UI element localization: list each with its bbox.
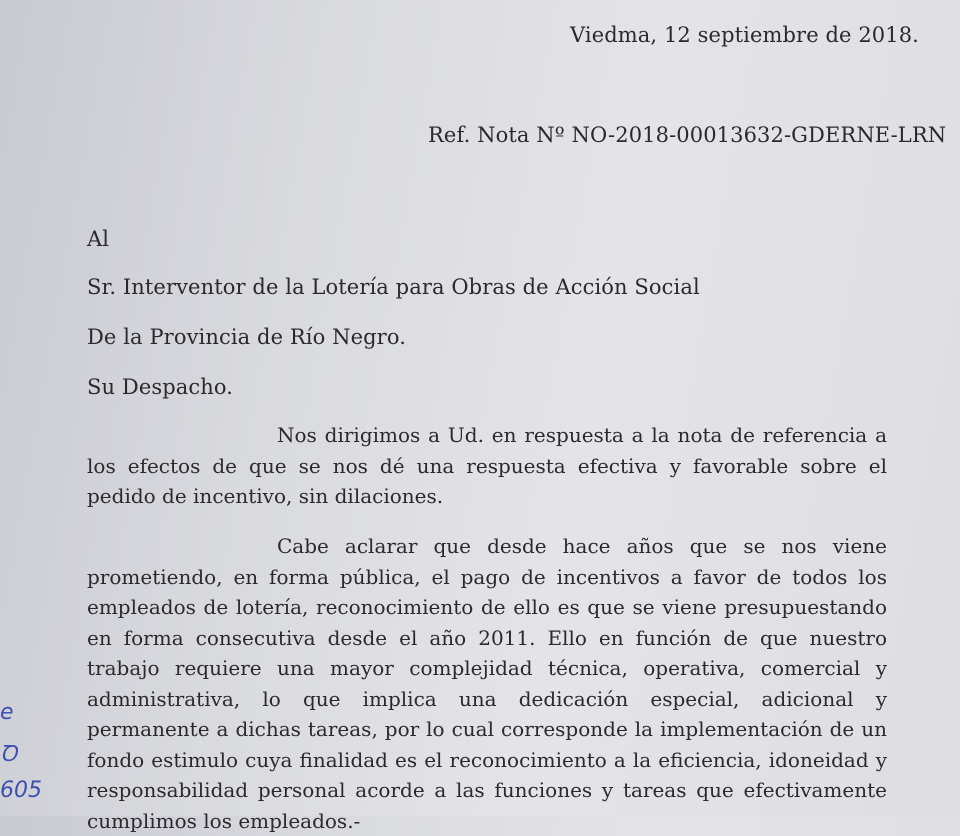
paragraph-2-text: Cabe aclarar que desde hace años que se nos viene prometiendo, en forma pública, el pago de incentivos a favor de todos los empleados de lotería, reconocimiento de ello es que se viene presupuestando en forma consecutiva desde el año 2011. Ello en función de que nuestro trabajo requiere una mayor complejidad técnica, operativa, comercial y administrativa, lo que implica una dedicación especial, adicional y permanente a dichas tareas, por lo cual corresponde la implementación de un fondo estimulo cuya finalidad es el reconocimiento a la eficiencia, idoneidad y responsabilidad personal acorde a las funciones y tareas que efectivamente cumplimos los empleados.- [87,534,887,833]
handwritten-margin-note-3: 605 [0,778,42,803]
handwritten-margin-note-2: Ꝺ [0,742,18,767]
address-salutation: Al [87,227,110,251]
body-paragraph-2 [87,531,887,836]
address-recipient: Sr. Interventor de la Lotería para Obras de Acción Social [87,275,700,299]
address-despacho: Su Despacho. [87,375,234,399]
reference-line: Ref. Nota Nº NO-2018-00013632-GDERNE-LRN [428,123,947,147]
body-paragraph-1 [87,420,887,512]
letter-date: Viedma, 12 septiembre de 2018. [570,23,919,47]
paragraph-1-text: Nos dirigimos a Ud. en respuesta a la nota de referencia a los efectos de que se nos dé una respuesta efectiva y favorable sobre el pedido de incentivo, sin dilaciones. [87,423,887,508]
address-province: De la Provincia de Río Negro. [87,325,406,349]
handwritten-margin-note-1: e [0,700,14,725]
